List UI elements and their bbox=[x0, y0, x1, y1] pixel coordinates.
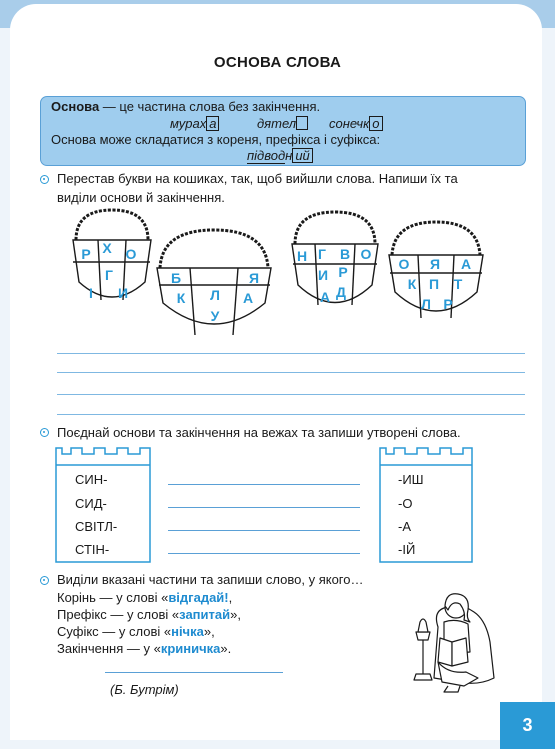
stem: СИН- bbox=[75, 472, 108, 487]
poem-text: , bbox=[228, 590, 233, 605]
basket-1-letter: І bbox=[89, 285, 93, 301]
basket-4-letter: Т bbox=[453, 276, 463, 292]
answer-line[interactable] bbox=[168, 553, 360, 554]
author: (Б. Бутрім) bbox=[110, 682, 179, 697]
answer-line[interactable] bbox=[57, 353, 525, 354]
basket-1-letter: И bbox=[117, 285, 129, 301]
basket-4-letter: Р bbox=[443, 296, 453, 312]
basket-1-letter: Р bbox=[81, 246, 91, 262]
basket-3-letter: О bbox=[360, 246, 372, 262]
answer-line[interactable] bbox=[57, 414, 525, 415]
basket-2-letter: Л bbox=[210, 287, 220, 303]
example-4-prefix: під bbox=[247, 148, 265, 163]
highlighted-word: криничка bbox=[160, 641, 221, 656]
ending: -ИШ bbox=[398, 472, 424, 487]
highlighted-word: відгадай! bbox=[168, 590, 229, 605]
basket-3-letter: Г bbox=[318, 246, 326, 262]
basket-2-letter: Б bbox=[170, 270, 182, 286]
basket-2-letter: Я bbox=[248, 270, 260, 286]
basket-3-letter: И bbox=[317, 267, 329, 283]
highlighted-word: запитай bbox=[179, 607, 231, 622]
basket-1-letter: Х bbox=[102, 240, 112, 256]
poem-text: », bbox=[203, 624, 215, 639]
poem-line-4 bbox=[57, 639, 231, 658]
basket-4-letter: О bbox=[398, 256, 410, 272]
poem-text: Суфікс — у слові « bbox=[57, 624, 172, 639]
basket-2-letter: А bbox=[242, 290, 254, 306]
answer-line[interactable] bbox=[57, 394, 525, 395]
task-3-bullet-icon bbox=[40, 576, 49, 585]
rule-definition-text: — це частина слова без закінчення. bbox=[99, 99, 321, 114]
basket-3-letter: Н bbox=[296, 248, 308, 264]
example-4-root: вод bbox=[264, 148, 286, 163]
page-title: ОСНОВА СЛОВА bbox=[213, 54, 342, 71]
basket-3-letter: Р bbox=[338, 264, 348, 280]
ending: -А bbox=[398, 519, 411, 534]
example-1-ending: а bbox=[206, 116, 219, 131]
example-3-stem: сонечк bbox=[329, 116, 370, 131]
answer-line[interactable] bbox=[105, 672, 283, 673]
stem: СИД- bbox=[75, 496, 107, 511]
stem: СТІН- bbox=[75, 542, 110, 557]
poem-text: Корінь — у слові « bbox=[57, 590, 169, 605]
example-3-ending: о bbox=[369, 116, 382, 131]
basket-3-letter: Д bbox=[336, 284, 346, 300]
ending: -ІЙ bbox=[398, 542, 416, 557]
basket-2-letter: К bbox=[176, 290, 186, 306]
ending: -О bbox=[398, 496, 413, 511]
basket-3-letter: А bbox=[319, 289, 331, 305]
answer-line[interactable] bbox=[57, 372, 525, 373]
rule-term: Основа bbox=[51, 99, 100, 114]
stem: СВІТЛ- bbox=[75, 519, 118, 534]
basket-2-letter: У bbox=[210, 308, 220, 324]
rule-line-2: Основа може складатися з кореня, префікса і суфікса: bbox=[51, 132, 381, 147]
poem-text: Закінчення — у « bbox=[57, 641, 161, 656]
basket-4-letter: К bbox=[407, 276, 417, 292]
example-4-ending: ий bbox=[292, 148, 312, 163]
basket-4-letter: Я bbox=[429, 256, 441, 272]
example-4-suffix: н bbox=[285, 148, 293, 163]
example-1-stem: мурах bbox=[170, 116, 207, 131]
right-tower bbox=[380, 448, 472, 562]
task-1-line-2: виділи основи й закінчення. bbox=[57, 190, 225, 205]
task-1-line-1: Перестав букви на кошиках, так, щоб вийшли слова. Напиши їх та bbox=[57, 171, 458, 186]
example-2-stem: дятел bbox=[257, 116, 297, 131]
page-number: 3 bbox=[500, 702, 555, 749]
basket-4-letter: А bbox=[460, 256, 472, 272]
answer-line[interactable] bbox=[168, 484, 360, 485]
poem-text: », bbox=[230, 607, 241, 622]
task-2-text: Поєднай основи та закінчення на вежах та запиши утворені слова. bbox=[57, 425, 461, 440]
poem-text: Префікс — у слові « bbox=[57, 607, 180, 622]
task-3-text: Виділи вказані частини та запиши слово, у якого… bbox=[57, 572, 364, 587]
task-2-bullet-icon bbox=[40, 428, 49, 437]
basket-1-letter: Г bbox=[105, 267, 113, 283]
basket-4-letter: П bbox=[428, 276, 440, 292]
highlighted-word: нічка bbox=[171, 624, 204, 639]
answer-line[interactable] bbox=[168, 507, 360, 508]
poem-text: ». bbox=[220, 641, 232, 656]
basket-4-letter: Л bbox=[421, 296, 431, 312]
answer-line[interactable] bbox=[168, 530, 360, 531]
girl-reading-illustration bbox=[408, 582, 504, 694]
basket-1-letter: О bbox=[125, 246, 137, 262]
basket-3-letter: В bbox=[339, 246, 351, 262]
